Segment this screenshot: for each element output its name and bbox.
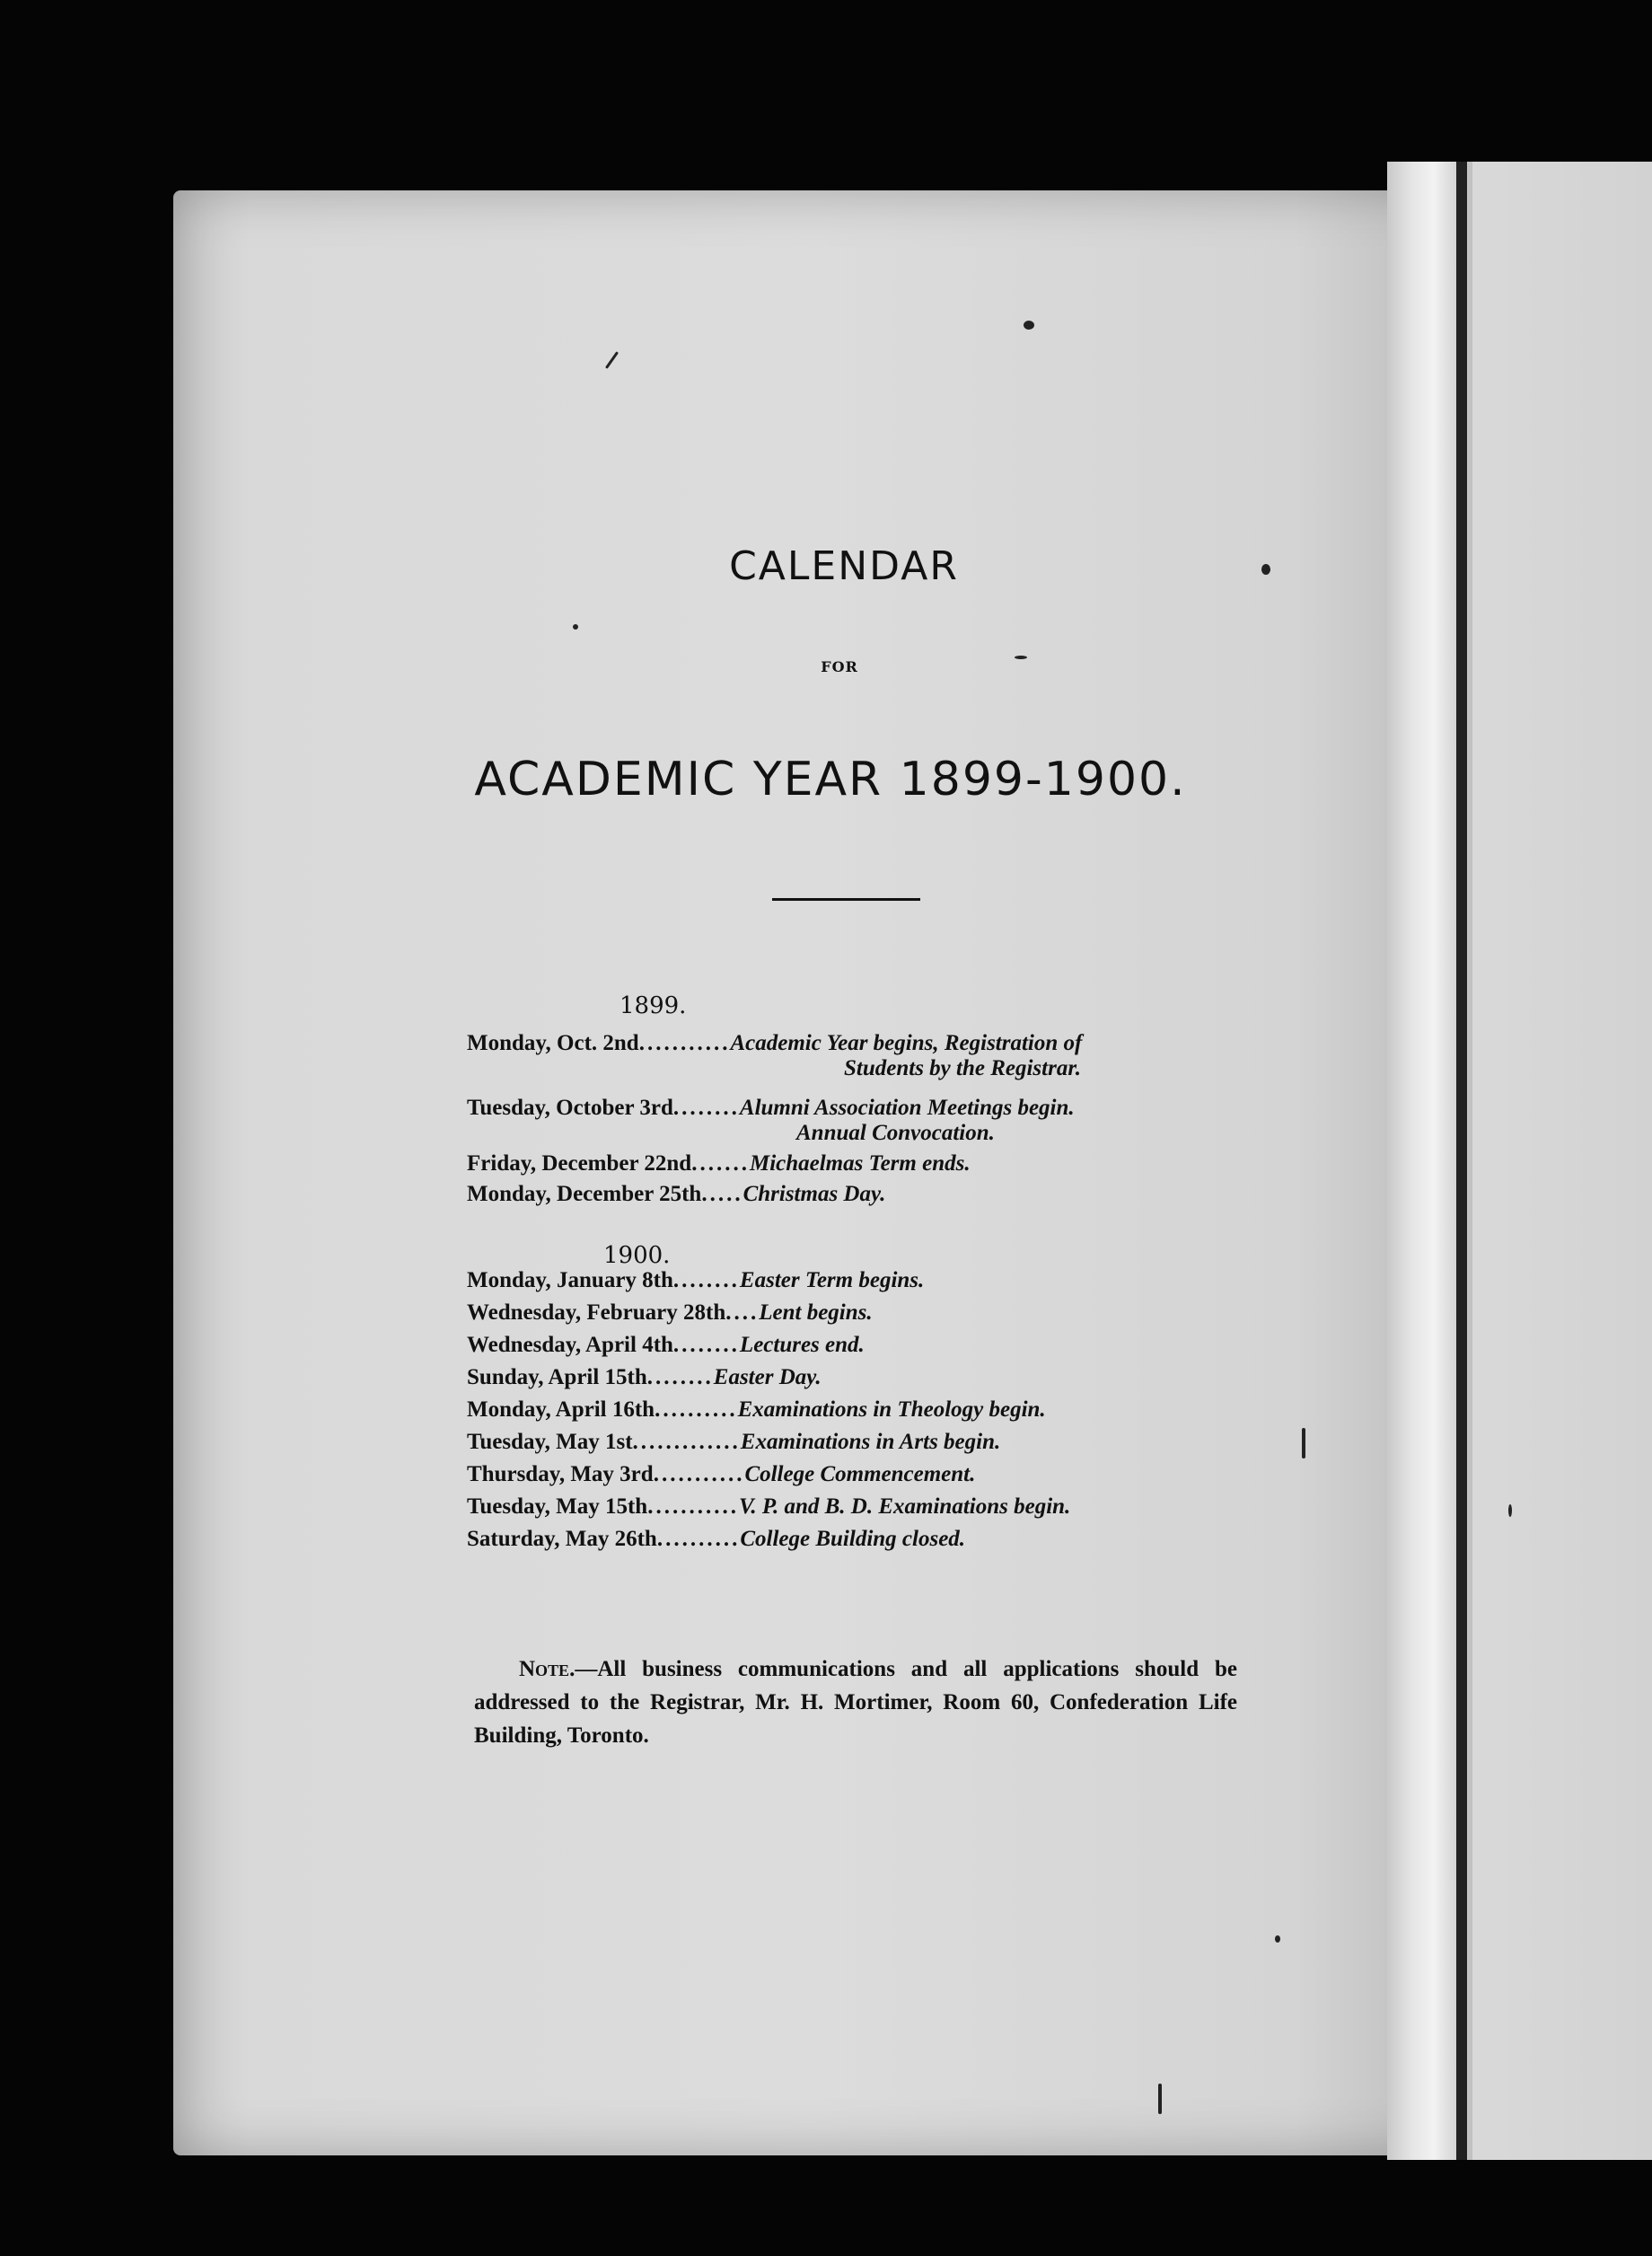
entry-date: Tuesday, May 15th: [467, 1494, 648, 1519]
page-title: CALENDAR: [729, 543, 959, 589]
entry-event: Lectures end.: [739, 1333, 865, 1357]
speck: [1158, 2084, 1162, 2114]
calendar-entry: [467, 1300, 1239, 1326]
entry-date: Wednesday, April 4th: [467, 1333, 673, 1357]
calendar-entry: [467, 1397, 1239, 1423]
speck: [1508, 1504, 1512, 1517]
entry-event: Alumni Association Meetings begin.: [739, 1096, 1075, 1120]
entry-event: College Building closed.: [740, 1527, 966, 1551]
leader-dots: .....: [701, 1182, 743, 1206]
calendar-entry: [467, 1462, 1239, 1487]
leader-dots: ...........: [638, 1031, 731, 1055]
year-1900-heading: 1900.: [603, 1242, 671, 1269]
entry-date: Monday, April 16th: [467, 1397, 655, 1422]
entry-event: V. P. and B. D. Examinations begin.: [738, 1494, 1071, 1519]
calendar-entry: [467, 1031, 1239, 1056]
entry-date: Monday, Oct. 2nd: [467, 1031, 639, 1055]
leader-dots: ........: [672, 1333, 740, 1357]
entry-event: Academic Year begins, Registration of: [730, 1031, 1083, 1055]
leader-dots: ...........: [647, 1494, 739, 1519]
leader-dots: ........: [672, 1268, 740, 1292]
leader-dots: .......: [691, 1151, 750, 1176]
calendar-entry: [467, 1096, 1239, 1121]
entry-date: Monday, January 8th: [467, 1268, 673, 1292]
calendar-entry: [467, 1430, 1239, 1455]
entry-date: Monday, December 25th: [467, 1182, 702, 1206]
entry-event: Michaelmas Term ends.: [749, 1151, 971, 1176]
entry-date: Tuesday, May 1st: [467, 1430, 633, 1454]
entry-date: Sunday, April 15th: [467, 1365, 647, 1389]
speck: [573, 624, 578, 630]
calendar-entry: [467, 1182, 1239, 1207]
entry-date: Wednesday, February 28th: [467, 1300, 726, 1325]
calendar-entry: [467, 1333, 1239, 1358]
entry-event: Easter Term begins.: [739, 1268, 925, 1292]
leader-dots: .............: [632, 1430, 741, 1454]
leader-dots: ........: [672, 1096, 740, 1120]
entry-event: Lent begins.: [759, 1300, 873, 1325]
calendar-entry: [467, 1151, 1239, 1176]
leader-dots: ..........: [655, 1397, 738, 1422]
speck: [1302, 1428, 1305, 1458]
entry-date: Tuesday, October 3rd: [467, 1096, 673, 1120]
calendar-entry: [467, 1268, 1239, 1293]
note-label: Note.: [519, 1657, 576, 1681]
subtitle: FOR: [821, 658, 858, 675]
calendar-entry: [467, 1494, 1239, 1520]
entry-date: Friday, December 22nd: [467, 1151, 692, 1176]
entry-date: Saturday, May 26th: [467, 1527, 657, 1551]
leader-dots: ...........: [653, 1462, 745, 1486]
entry-event-continuation: Students by the Registrar.: [844, 1056, 1081, 1080]
leader-dots: ........: [646, 1365, 714, 1389]
leader-dots: ..........: [656, 1527, 741, 1551]
entry-event-continuation: Annual Convocation.: [796, 1121, 995, 1145]
entry-date: Thursday, May 3rd: [467, 1462, 654, 1486]
entry-event: Examinations in Theology begin.: [737, 1397, 1046, 1422]
facing-page-edge: [1467, 162, 1652, 2160]
entry-event: Christmas Day.: [743, 1182, 886, 1206]
speck: [1275, 1935, 1280, 1943]
footnote: [474, 1652, 1237, 1752]
leader-dots: ....: [725, 1300, 760, 1325]
entry-event: Easter Day.: [713, 1365, 822, 1389]
calendar-entry: [467, 1365, 1239, 1390]
academic-year-heading: ACADEMIC YEAR 1899-1900.: [474, 753, 1187, 806]
divider-rule: [772, 898, 920, 901]
entry-event: College Commencement.: [744, 1462, 976, 1486]
speck: [1024, 321, 1034, 330]
entry-event: Examinations in Arts begin.: [740, 1430, 1001, 1454]
year-1899-heading: 1899.: [620, 992, 687, 1019]
calendar-entry: [467, 1527, 1239, 1552]
note-text: —All business communications and all applications should be addressed to the Registrar, Mr. H. Mortimer, Room 60, Confederation Life Building, Toronto.: [474, 1657, 1237, 1748]
gutter-shadow: [1456, 162, 1467, 2160]
